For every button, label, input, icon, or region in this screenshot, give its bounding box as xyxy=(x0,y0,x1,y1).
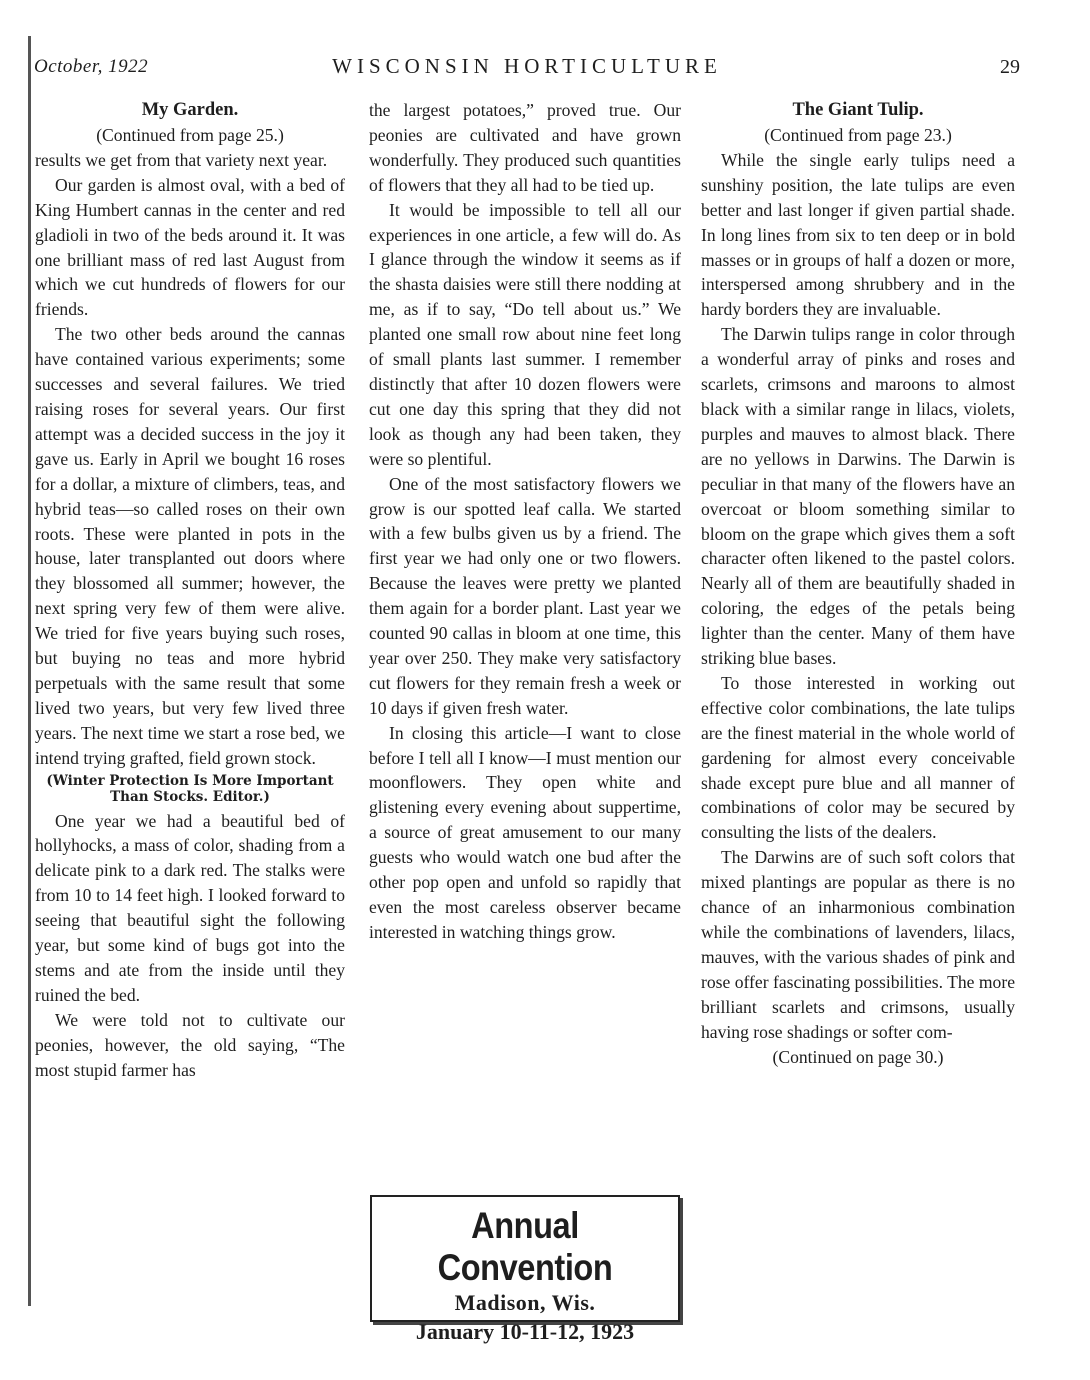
announcement-dates: January 10-11-12, 1923 xyxy=(415,1319,635,1344)
paragraph: While the single early tulips need a sunshiny position, the late tulips are even better and last longer if given partial shade. In long lines from six to ten deep or in bold masses or in groups of half a dozen or more, interspersed among shrubbery and in the hardy borders they are invaluable. xyxy=(701,149,1015,320)
column-my-garden xyxy=(35,98,345,1083)
continued-from-note: (Continued from page 23.) xyxy=(764,125,952,145)
paragraph: Our garden is almost oval, with a bed of King Humbert cannas in the center and red gladioli in two of the beds around it. It was one brilliant mass of red last August from which we cut hundreds of flowers for our friends. xyxy=(35,174,345,320)
paragraph: One of the most satisfactory flowers we grow is our spotted leaf calla. We started with a few bulbs given us by a friend. The first year we had only one or two flowers. Because the leaves were pretty we planted them again for a border plant. Last year we counted 90 callas in bloom at one time, this year over 250. They make very satisfactory cut flowers for they remain fresh a week or 10 days if given fresh water. xyxy=(369,473,681,718)
article-title-giant-tulip: The Giant Tulip. xyxy=(792,100,924,120)
announcement-location: Madison, Wis. xyxy=(454,1290,596,1315)
paragraph: results we get from that variety next year. xyxy=(35,149,328,170)
paragraph: It would be impossible to tell all our experiences in one article, a few will do. As I glance through the window it seems as if the shasta daisies were still there nodding at me, as if to say, “Do tell about us.” We planted one small row about nine feet long of small plants last summer. I remember distinctly that after 10 dozen flowers were cut one day this spring that they did not look as though any had been taken, they were so plentiful. xyxy=(369,199,681,469)
continued-on-note: (Continued on page 30.) xyxy=(772,1046,944,1067)
paragraph: We were told not to cultivate our peonies, however, the old saying, “The most stupid farmer has xyxy=(35,1009,345,1080)
convention-announcement xyxy=(370,1195,680,1344)
continued-from-note: (Continued from page 25.) xyxy=(96,125,284,145)
editor-note: (Winter Protection Is More Important Than Stocks. Editor.) xyxy=(46,772,334,805)
paragraph: To those interested in working out effective color combinations, the late tulips are the finest material in the whole world of gardening for almost every conceivable shade except pure blue and all manner of combinations of color may be secured by consulting the lists of the dealers. xyxy=(701,672,1015,843)
paragraph: The Darwin tulips range in color through a wonderful array of pinks and roses and scarlets, crimsons and maroons to almost black with a similar range in lilacs, violets, purples and mauves to almost black. There are no yellows in Darwins. The Darwin is peculiar in that many of the flowers have an overcoat or bloom something similar to bloom on the grape which gives them a soft character often likened to the pastel colors. Nearly all of them are beautifully shaded in coloring, the edges of the petals being lighter than the center. Many of them have striking blue bases. xyxy=(701,324,1015,669)
page-number: 29 xyxy=(1000,56,1020,78)
margin-rule xyxy=(28,36,31,1306)
article-title-my-garden: My Garden. xyxy=(141,100,239,120)
column-my-garden-cont xyxy=(369,98,681,945)
paragraph: The Darwins are of such soft colors that mixed plantings are popular as there is no chance of an inharmonious combination while the combinations of lavenders, lilacs, mauves, with the various shades of pink and rose offer fascinating possibilities. The more brilliant scarlets and crimsons, usually having rose shadings or softer com- xyxy=(701,847,1016,1042)
announcement-title: Annual Convention xyxy=(437,1205,613,1288)
paragraph: The two other beds around the cannas have contained various experiments; some successes and several failures. We tried raising roses for several years. Our first attempt was a decided success in the joy it gave us. Early in April we bought 16 roses for a dollar, a mixture of climbers, teas, and hybrid teas—so called roses on their own roots. These were planted in pots in the house, later transplanted out doors where they blossomed all summer; however, the next spring very few of them were alive. We tried for five years buying such roses, but buying no teas and more hybrid perpetuals with the same result that some lived two years, but very few lived three years. The next time we start a rose bed, we intend trying grafted, field grown stock. xyxy=(35,324,345,768)
publication-title: WISCONSIN HORTICULTURE xyxy=(332,54,722,78)
paragraph: the largest potatoes,” proved true. Our peonies are cultivated and have grown wonderfully. They produced such quantities of flowers that they all had to be tied up. xyxy=(369,100,681,195)
paragraph: In closing this article—I want to close before I tell all I know—I must mention our moonflowers. They open white and glistening every evening about suppertime, a source of great amusement to our many guests who would watch one bud after the other pop open and unfold so rapidly that even the most careless observer became interested in watching things grow. xyxy=(369,722,681,942)
column-giant-tulip xyxy=(701,98,1015,1069)
paragraph: One year we had a beautiful bed of hollyhocks, a mass of color, shading from a delicate pink to a dark red. The stalks were from 10 to 14 feet high. I looked forward to seeing that beautiful sight the following year, but some kind of bugs got into the stems and ate from the inside until they ruined the bed. xyxy=(35,810,345,1005)
page-header xyxy=(34,52,1020,82)
issue-date: October, 1922 xyxy=(34,56,149,77)
